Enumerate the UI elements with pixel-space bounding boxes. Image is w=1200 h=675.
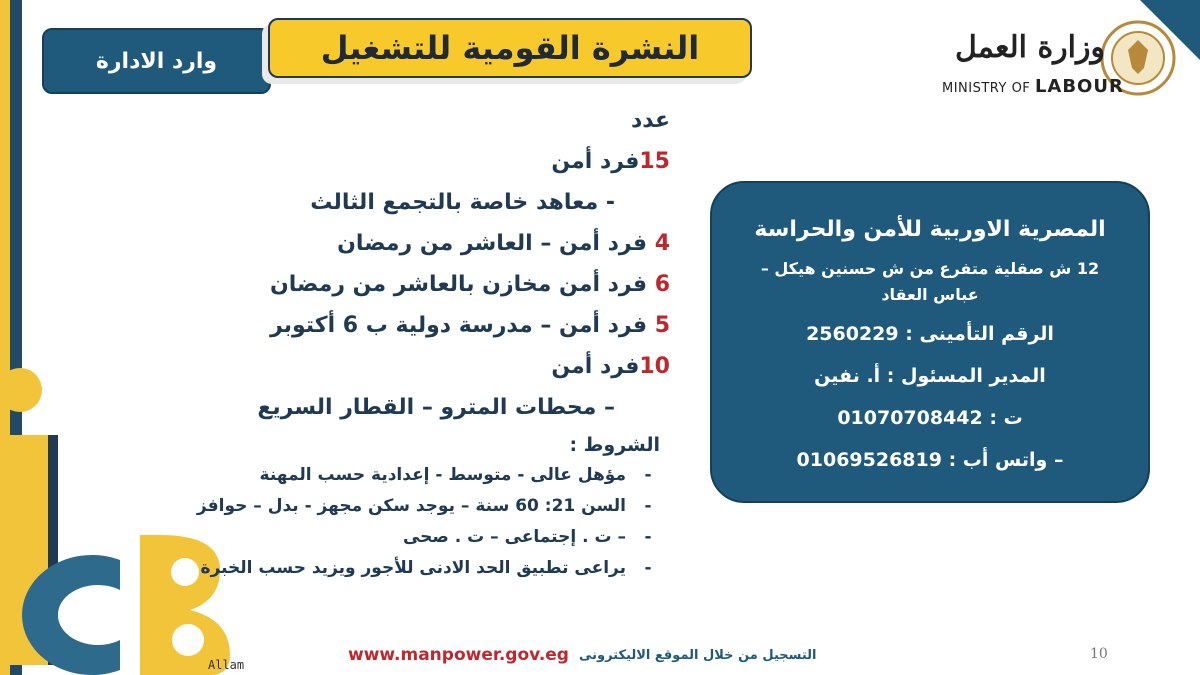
condition-item: -يراعى تطبيق الحد الادنى للأجور ويزيد حسب الخبرة: [200, 558, 652, 578]
condition-text: يراعى تطبيق الحد الادنى للأجور ويزيد حسب الخبرة: [200, 558, 626, 578]
list-item: [150, 387, 670, 428]
count-label: عدد: [630, 108, 670, 133]
job-count: 10: [639, 354, 670, 379]
job-title: فرد أمن – مدرسة دولية ب 6 أكتوبر: [270, 313, 655, 338]
logo-arabic-text: وزارة العمل: [955, 30, 1105, 65]
department-tag: [42, 28, 271, 94]
page-number: 10: [1090, 646, 1108, 662]
company-info-box: [710, 181, 1150, 503]
page-title-banner: [268, 18, 752, 78]
company-address: 12 ش صقلية متفرع من ش حسنين هيكل – عباس العقاد: [760, 259, 1100, 304]
conditions-title: الشروط :: [569, 434, 660, 456]
manager-name: المدير المسئول : أ. نفين: [814, 365, 1046, 387]
author-label: Allam: [208, 658, 245, 672]
condition-text: – ت . إجتماعى – ت . صحى: [402, 527, 626, 547]
department-tag-label: وارد الادارة: [95, 48, 218, 74]
company-name: المصرية الاوربية للأمن والحراسة: [754, 217, 1106, 242]
footer-text: التسجيل من خلال الموقع الاليكترونى: [578, 647, 817, 663]
job-location: – محطات المترو – القطار السريع: [257, 395, 615, 420]
logo-english-small: MINISTRY OF: [942, 81, 1031, 96]
condition-item: -– ت . إجتماعى – ت . صحى: [402, 527, 652, 547]
job-count: 15: [639, 149, 670, 174]
job-title: فرد أمن – العاشر من رمضان: [337, 231, 655, 256]
condition-text: مؤهل عالى - متوسط - إعدادية حسب المهنة: [259, 465, 626, 485]
condition-text: السن 21: 60 سنة – يوجد سكن مجهز - بدل – حوافز: [196, 496, 626, 516]
job-title: فرد أمن: [551, 149, 640, 174]
list-item: [150, 223, 670, 264]
job-count: 5: [654, 313, 670, 338]
logo-english-text: [942, 76, 1124, 97]
logo-english-big: LABOUR: [1034, 76, 1124, 97]
list-item: [150, 305, 670, 346]
website-link[interactable]: www.manpower.gov.eg: [348, 645, 569, 665]
list-item: [150, 264, 670, 305]
footer: [348, 643, 848, 667]
job-location: - معاهد خاصة بالتجمع الثالث: [310, 190, 615, 215]
condition-item: -السن 21: 60 سنة – يوجد سكن مجهز - بدل – حوافز: [196, 496, 652, 516]
job-title: فرد أمن: [551, 354, 640, 379]
page-title: النشرة القومية للتشغيل: [320, 29, 700, 67]
list-item: [150, 346, 670, 387]
insurance-number: الرقم التأمينى : 2560229: [806, 323, 1054, 345]
whatsapp-number: – واتس أب : 01069526819: [796, 449, 1064, 471]
jobs-list: [150, 100, 670, 584]
list-item: [150, 182, 670, 223]
job-count: 6: [654, 272, 670, 297]
job-count: 4: [654, 231, 670, 256]
condition-item: -مؤهل عالى - متوسط - إعدادية حسب المهنة: [259, 465, 652, 485]
list-item: [150, 141, 670, 182]
job-title: فرد أمن مخازن بالعاشر من رمضان: [270, 272, 655, 297]
phone-number: ت : 01070708442: [837, 407, 1023, 429]
